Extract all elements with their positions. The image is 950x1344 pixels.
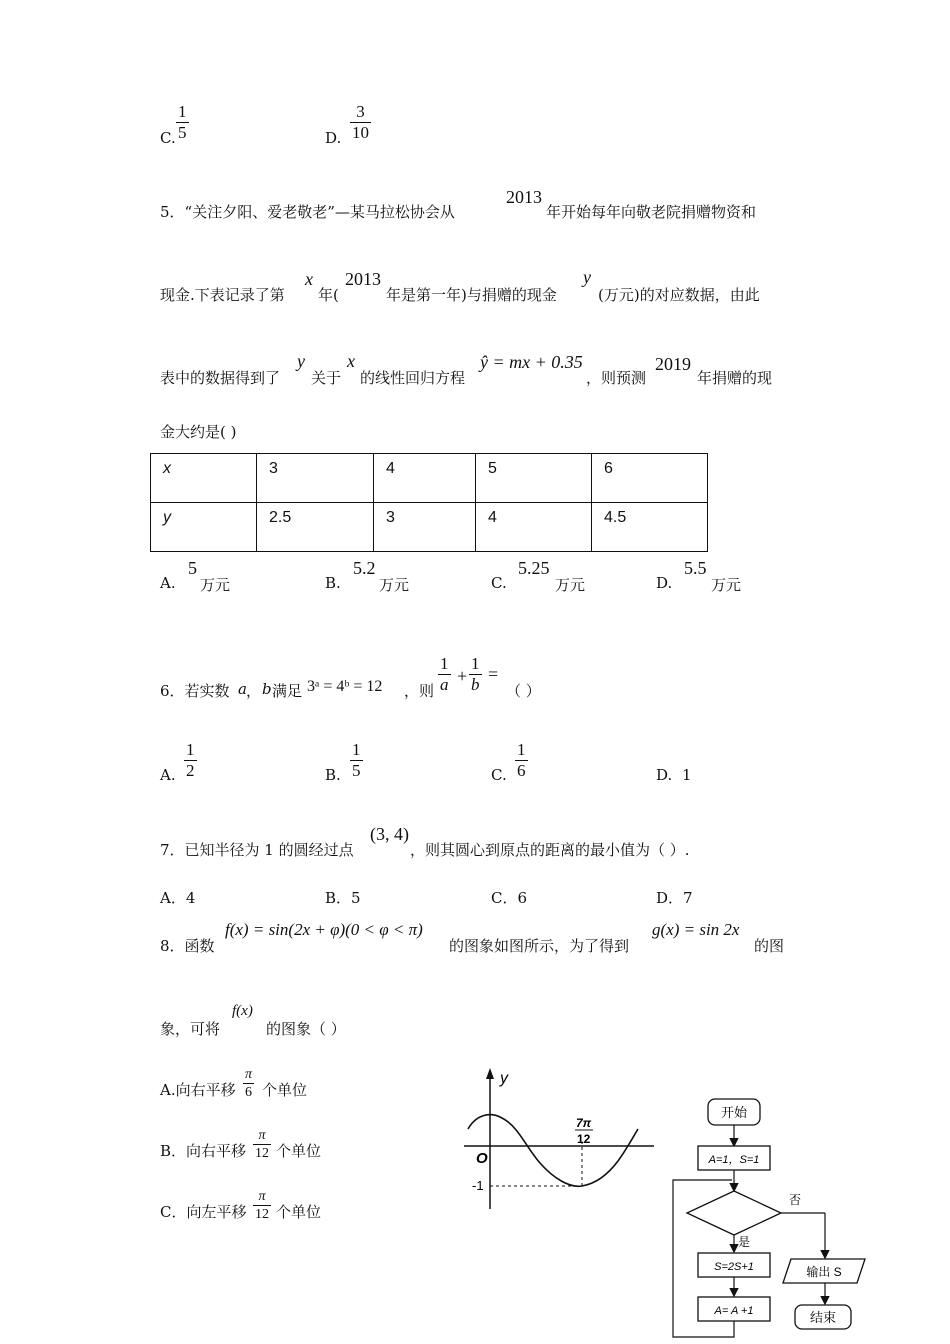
q6-opt-c-den: 6 [517,761,526,780]
q5-line3-a: 表中的数据得到了 [160,369,281,387]
q5-year-start: 2013 [506,187,542,207]
q7-option-a: A．4 [160,889,196,907]
q5-option-d-unit: 万元 [711,576,742,594]
flowchart [665,1093,870,1341]
q8-option-c-label: C．向左平移 [160,1203,247,1221]
q8-opt-a-den: 6 [245,1085,252,1100]
table-cell: y [151,503,257,552]
q4-option-d-fraction [350,102,371,143]
q6-var-a: a [238,680,247,698]
q6-option-c-fraction [515,740,528,781]
q6-frac-b-den: b [471,675,480,694]
sine-curve [468,1115,638,1187]
table-row [151,454,708,503]
q5-option-a-label: A. [160,574,176,592]
q5-option-c-unit: 万元 [555,576,586,594]
q8-option-b-label: B．向右平移 [160,1142,247,1160]
q8-option-c-tail: 个单位 [276,1203,322,1221]
q6-opt-b-den: 5 [352,761,361,780]
q5-option-b-label: B. [325,574,341,592]
q6-option-b-fraction [350,740,363,781]
q8-option-b-fraction [253,1127,271,1162]
q5-option-c-value: 5.25 [518,558,550,578]
q5-line2-c: 年是第一年)与捐赠的现金 [386,286,557,304]
q8-stem-b: 的图象如图所示，为了得到 [449,937,630,955]
q7-option-b: B．5 [325,889,361,907]
q6-frac-b-num: 1 [471,654,480,673]
flow-step1-text: S=2S+1 [714,1261,754,1273]
q8-opt-c-den: 12 [255,1207,269,1222]
q5-line3-c: 的线性回归方程 [360,369,466,387]
q5-regression-equation: ŷ = mx + 0.35 [480,352,583,372]
q4-option-d-num: 3 [356,102,365,121]
q4-option-c-fraction [176,102,189,143]
q6-fraction-1-over-b [469,654,482,695]
q5-var-x-2: x [347,351,355,371]
graph-origin-label: O [476,1150,488,1167]
table-cell: 2.5 [257,503,374,552]
q4-option-c-den: 5 [178,123,187,142]
table-cell: 3 [257,454,374,503]
q4-option-c-num: 1 [178,102,187,121]
q6-sep: ， [246,682,262,700]
q5-line2-b: 年( [318,286,339,304]
graph-x-mark-num: 7π [576,1116,592,1130]
q5-option-a-value: 5 [188,558,197,578]
q5-line4: 金大约是( ) [160,423,237,441]
q7-point: (3, 4) [370,824,409,844]
q6-option-a-label: A. [160,766,176,784]
table-cell: 3 [374,503,476,552]
q4-option-d-label: D. [325,129,342,147]
flow-output-text: 输出 S [806,1265,842,1279]
q8-sine-graph [460,1065,660,1215]
q6-opt-c-num: 1 [517,740,526,759]
table-cell: 6 [592,454,708,503]
q8-opt-c-num: π [258,1189,266,1204]
q8-option-c-fraction [253,1188,271,1223]
q8-stem-a: 8．函数 [160,937,215,955]
q5-option-c-label: C. [491,574,507,592]
q8-option-b-tail: 个单位 [276,1142,322,1160]
q6-option-c-label: C. [491,766,507,784]
q4-option-c-label: C. [160,129,176,147]
q6-paren: （ ） [506,682,541,700]
table-cell: 5 [476,454,592,503]
table-row [151,503,708,552]
q5-option-d-value: 5.5 [684,558,707,578]
q4-option-d-den: 10 [352,123,369,142]
q7-stem-b: ，则其圆心到原点的距离的最小值为（ ）. [410,841,690,859]
q5-option-b-value: 5.2 [353,558,376,578]
q6-plus: + [457,666,468,686]
q5-year-predict: 2019 [655,354,691,374]
q6-var-b: b [262,680,272,698]
q5-option-d-label: D. [656,574,673,592]
q5-line3-d: ，则预测 [586,369,647,387]
q6-opt-a-den: 2 [186,761,195,780]
q8-option-a-label: A.向右平移 [160,1081,236,1099]
table-cell: 4 [476,503,592,552]
q5-line3-e: 年捐赠的现 [697,369,773,387]
q8-stem-c: 的图 [754,937,785,955]
q7-option-d: D．7 [656,889,693,907]
q8-function-f: f(x) = sin(2x + φ)(0 < φ < π) [225,920,423,939]
q6-stem-b: 满足 [272,682,303,700]
q6-frac-a-den: a [440,675,449,694]
q6-frac-a-num: 1 [440,654,449,673]
q6-opt-b-num: 1 [352,740,361,759]
q6-option-d-label: D. [656,766,673,784]
q5-data-table [150,453,708,552]
graph-x-mark-den: 12 [577,1132,591,1146]
q8-function-f-short: f(x) [232,1003,253,1019]
q6-option-b-label: B. [325,766,341,784]
q5-line1-a: 5．“关注夕阳、爱老敬老”—某马拉松协会从 [160,203,455,221]
flow-init-text: A=1，S=1 [708,1154,760,1166]
q6-option-d-value: 1 [682,766,692,784]
flow-end-text: 结束 [809,1310,837,1325]
q8-option-a-tail: 个单位 [262,1081,308,1099]
q7-option-c: C．6 [491,889,528,907]
q6-stem-a: 6．若实数 [160,682,230,700]
table-cell: x [151,454,257,503]
q6-opt-a-num: 1 [186,740,195,759]
table-cell: 4 [374,454,476,503]
q5-option-a-unit: 万元 [200,576,231,594]
q8-line2-a: 象，可将 [160,1020,221,1038]
q6-stem-c: ，则 [404,682,435,700]
q8-function-g: g(x) = sin 2x [652,920,740,939]
y-axis-arrow-icon [486,1068,494,1079]
flow-yes-label: 是 [738,1235,751,1249]
q8-opt-a-num: π [245,1067,253,1082]
q8-option-a-fraction [243,1066,254,1101]
q6-fraction-1-over-a [438,654,451,695]
q6-condition: 3ᵃ = 4ᵇ = 12 [307,678,383,695]
q5-option-b-unit: 万元 [379,576,410,594]
flow-step2-text: A= A +1 [714,1305,754,1317]
q5-var-y-2: y [297,351,305,371]
q8-opt-b-num: π [258,1128,266,1143]
q5-line2-a: 现金.下表记录了第 [160,286,285,304]
table-cell: 4.5 [592,503,708,552]
q5-line1-b: 年开始每年向敬老院捐赠物资和 [546,203,757,221]
q7-stem-a: 7．已知半径为 1 的圆经过点 [160,841,354,859]
q5-year-first: 2013 [345,269,381,289]
q5-var-y: y [583,267,591,287]
flow-decision-diamond [687,1191,781,1235]
graph-y-label: y [500,1070,508,1087]
q8-line2-b: 的图象（ ） [266,1020,346,1038]
flow-start-text: 开始 [720,1105,748,1120]
q8-opt-b-den: 12 [255,1146,269,1161]
q6-option-a-fraction [184,740,197,781]
q6-eq: = [488,664,499,684]
flow-no-label: 否 [789,1193,802,1207]
q5-line2-d: (万元)的对应数据，由此 [598,286,760,304]
q5-var-x: x [305,269,313,289]
q5-line3-b: 关于 [311,369,342,387]
graph-y-mark: -1 [472,1178,484,1193]
